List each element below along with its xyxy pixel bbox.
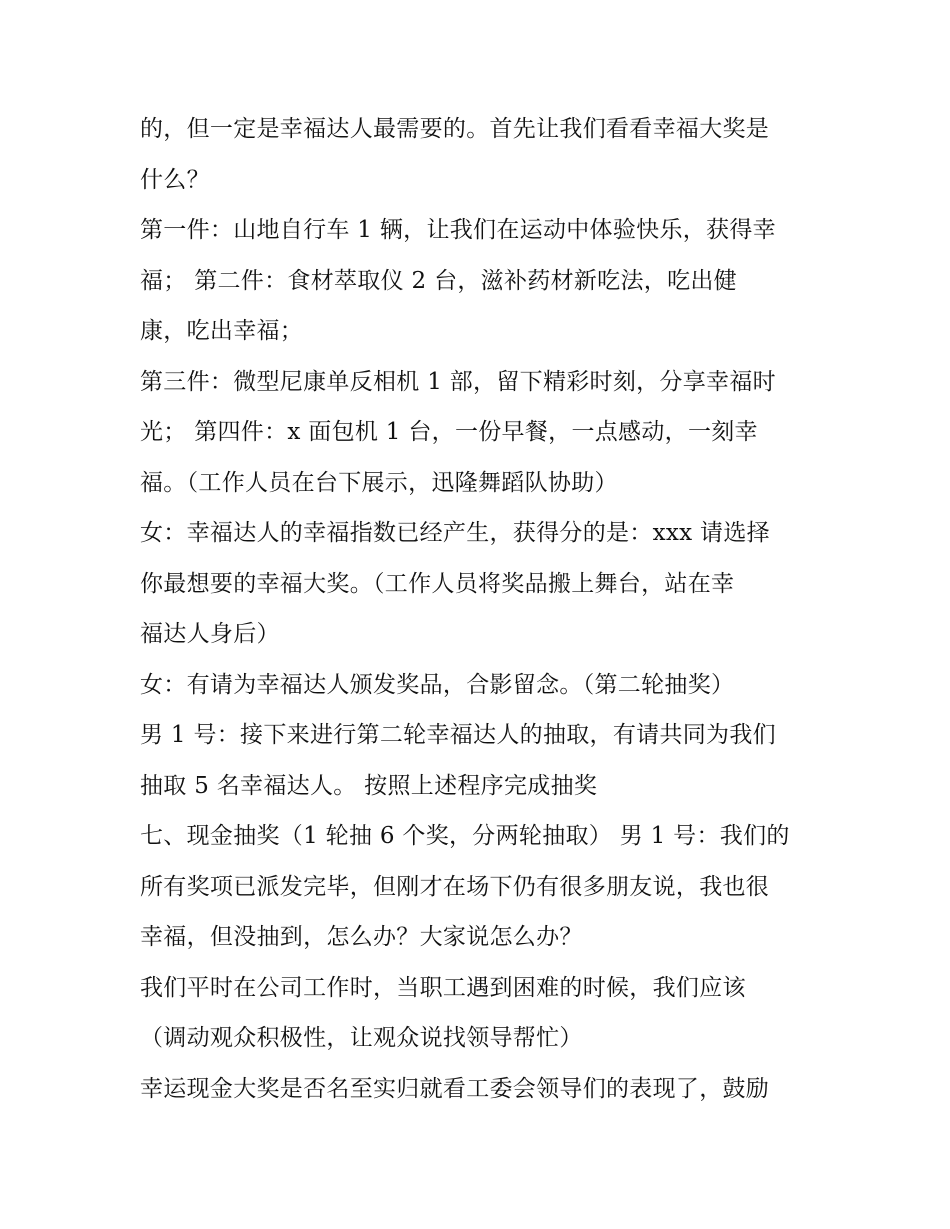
text-line: 幸福，但没抽到，怎么办？大家说怎么办？ [140,924,583,950]
text-line: 第三件：微型尼康单反相机 1 部，留下精彩时刻，分享幸福时 [140,368,776,395]
text-line: 康，吃出幸福； [140,318,304,344]
text-line: 什么？ [140,166,210,193]
text-line: 七、现金抽奖（1 轮抽 6 个奖，分两轮抽取） 男 1 号：我们的 [140,823,790,849]
text-line: 你最想要的幸福大奖。（工作人员将奖品搬上舞台，站在幸 [140,570,735,597]
text-line: 女：幸福达人的幸福指数已经产生，获得分的是：xxx 请选择 [140,520,770,546]
text-line: 男 1 号：接下来进行第二轮幸福达人的抽取，有请共同为我们 [140,722,776,748]
text-line: 福。（工作人员在台下展示，迅隆舞蹈队协助） [140,469,618,496]
text-line: 抽取 5 名幸福达人。 按照上述程序完成抽奖 [140,772,598,799]
text-line: 福； 第二件：食材萃取仪 2 台，滋补药材新吃法，吃出健 [140,267,737,294]
body-text [140,104,840,1114]
text-line: 我们平时在公司工作时，当职工遇到困难的时候，我们应该 [140,974,746,1001]
text-line: 所有奖项已派发完毕，但刚才在场下仍有很多朋友说，我也很 [140,873,770,900]
text-line: 女：有请为幸福达人颁发奖品，合影留念。（第二轮抽奖） [140,671,735,698]
text-line: 第一件：山地自行车 1 辆，让我们在运动中体验快乐，获得幸 [140,217,776,243]
text-line: （调动观众积极性，让观众说找领导帮忙） [140,1025,583,1051]
text-line: 幸运现金大奖是否名至实归就看工委会领导们的表现了，鼓励 [140,1075,770,1102]
text-line: 福达人身后） [140,621,280,647]
text-line: 光； 第四件：x 面包机 1 台，一份早餐，一点感动，一刻幸 [140,419,758,445]
text-line: 的，但一定是幸福达人最需要的。首先让我们看看幸福大奖是 [140,116,770,142]
